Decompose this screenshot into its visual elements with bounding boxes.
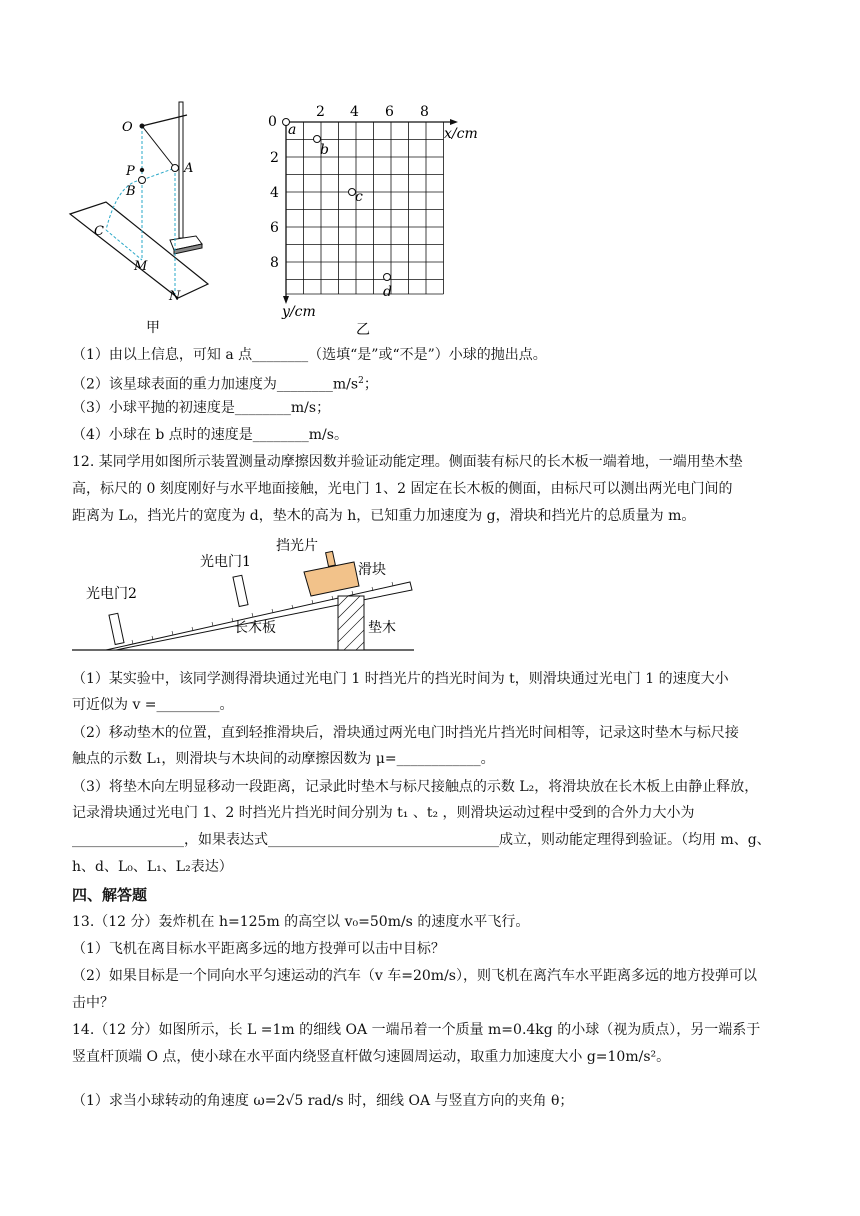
label-board: 长木板 (234, 620, 276, 636)
caption-jia: 甲 (146, 320, 160, 336)
label-O: O (122, 120, 133, 135)
q12-part1b: 可近似为 v =_________。 (72, 697, 234, 713)
y-axis-label: y/cm (282, 304, 316, 320)
y-tick-4: 4 (270, 185, 279, 201)
label-A: A (184, 161, 194, 176)
q13-line4: 击中？ (72, 995, 114, 1011)
label-shutter: 挡光片 (276, 538, 318, 554)
q11-part2: （2）该星球表面的重力加速度为$\_\_\_\_\_\_\_\_m/s^2$； (72, 376, 378, 393)
point-d-label: d (383, 284, 392, 300)
q14-line1: 14.（12 分）如图所示，长 L =1m 的细线 OA 一端吊着一个质量 m=0.4kg 的小球（视为质点），另一端系于 (72, 1022, 761, 1038)
point-c-label: c (355, 189, 363, 205)
q12-line1: 12. 某同学用如图所示装置测量动摩擦因数并验证动能定理。侧面装有标尺的长木板一端着地，一端用垫木垫 (72, 454, 743, 470)
q13-line2: （1）飞机在离目标水平距离多远的地方投弹可以击中目标？ (72, 941, 445, 957)
y-tick-8: 8 (270, 255, 279, 271)
label-gate1: 光电门1 (200, 554, 251, 570)
q12-part2b: 触点的示数 L₁，则滑块与木块间的动摩擦因数为 μ=____________。 (72, 751, 495, 767)
q13-line1: 13.（12 分）轰炸机在 h=125m 的高空以 v₀=50m/s 的速度水平飞行。 (72, 914, 530, 930)
y-tick-2: 2 (270, 150, 279, 166)
label-P: P (126, 164, 135, 179)
q12-part3b: 记录滑块通过光电门 1、2 时挡光片挡光时间分别为 t₁ 、t₂ ，则滑块运动过程中受到的合外力大小为 (72, 805, 695, 821)
q12-part3d: h、d、L₀、L₁、L₂表达） (72, 859, 233, 875)
q11-part4: （4）小球在 b 点时的速度是________m/s。 (72, 427, 348, 443)
q12-line2: 高，标尺的 0 刻度刚好与水平地面接触，光电门 1、2 固定在长木板的侧面，由标尺可以测出两光电门间的 (72, 481, 733, 497)
x-tick-6: 6 (385, 104, 394, 120)
point-b-label: b (320, 142, 329, 158)
label-block: 垫木 (368, 620, 396, 636)
q12-line3: 距离为 L₀，挡光片的宽度为 d，垫木的高为 h，已知重力加速度为 g，滑块和挡光片的总质量为 m。 (72, 508, 696, 524)
x-tick-0: 0 (268, 114, 277, 130)
label-M: M (134, 259, 148, 274)
label-B: B (126, 184, 136, 199)
caption-yi: 乙 (356, 322, 370, 338)
q11-part1: （1）由以上信息，可知 a 点________（选填“是”或“不是”）小球的抛出点。 (72, 347, 547, 363)
point-a-label: a (288, 122, 297, 138)
x-tick-4: 4 (350, 104, 359, 120)
label-slider: 滑块 (358, 562, 386, 578)
figure-jia (66, 98, 216, 338)
q12-part3a: （3）将垫木向左明显移动一段距离，记录此时垫木与标尺接触点的示数 L₂，将滑块放在长木板上由静止释放， (72, 779, 759, 795)
q13-line3: （2）如果目标是一个同向水平匀速运动的汽车（v 车=20m/s），则飞机在离汽车水平距离多远的地方投弹可以 (72, 968, 757, 984)
point-d (384, 274, 391, 281)
x-tick-2: 2 (316, 104, 325, 120)
q12-part3c: ________________，如果表达式_________________________________成立，则动能定理得到验证。（均用 m、g、 (72, 832, 771, 848)
q12-part1a: （1）某实验中，该同学测得滑块通过光电门 1 时挡光片的挡光时间为 t，则滑块通过光电门 1 的速度大小 (72, 671, 729, 687)
q12-part2a: （2）移动垫木的位置，直到轻推滑块后，滑块通过两光电门时挡光片挡光时间相等，记录这时垫木与标尺接 (72, 725, 739, 741)
q14-line3: （1）求当小球转动的角速度 ω=2√5 rad/s 时，细线 OA 与竖直方向的夹角 θ； (72, 1093, 574, 1109)
x-tick-8: 8 (420, 104, 429, 120)
q11-part3: （3）小球平抛的初速度是________m/s； (72, 400, 331, 416)
figure-incline (72, 534, 432, 658)
section-heading: 四、解答题 (72, 886, 148, 904)
label-N: N (169, 289, 181, 304)
label-gate2: 光电门2 (86, 586, 137, 602)
y-tick-6: 6 (270, 220, 279, 236)
label-C: C (94, 224, 104, 239)
x-axis-label: x/cm (444, 126, 478, 142)
figure-yi (262, 100, 492, 338)
q14-line2: 竖直杆顶端 O 点，使小球在水平面内绕竖直杆做匀速圆周运动，取重力加速度大小 g=10m/s²。 (72, 1049, 671, 1065)
